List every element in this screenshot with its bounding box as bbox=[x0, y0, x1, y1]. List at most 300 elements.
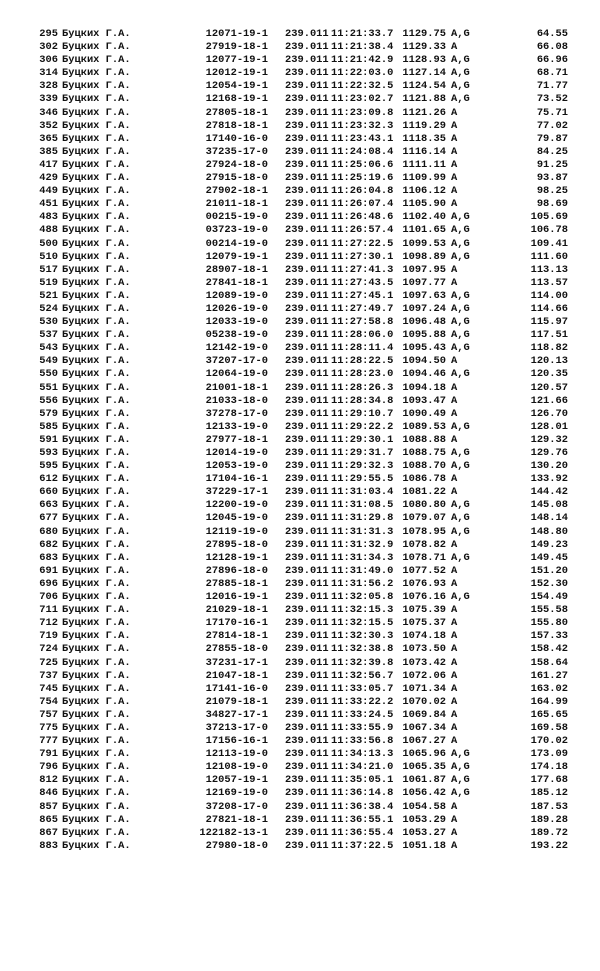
flag-code: A,G bbox=[451, 302, 470, 315]
ring-id: 21047-18-1 bbox=[205, 669, 268, 682]
participant-name: Буцких Г.А. bbox=[62, 800, 131, 813]
arrival-time: 11:32:15.3 bbox=[331, 604, 394, 617]
arrival-time: 11:31:03.4 bbox=[331, 486, 394, 499]
flag-code: A bbox=[451, 735, 458, 748]
reference-value: 239.011 bbox=[285, 708, 329, 721]
arrival-time: 11:28:34.8 bbox=[331, 394, 394, 407]
participant-name: Буцких Г.А. bbox=[62, 761, 131, 774]
reference-value: 239.011 bbox=[285, 28, 329, 40]
flag-code: A,G bbox=[451, 460, 470, 473]
participant-name: Буцких Г.А. bbox=[62, 460, 131, 473]
speed-value: 1075.37 bbox=[402, 617, 446, 630]
reference-value: 239.011 bbox=[285, 237, 329, 250]
reference-value: 239.011 bbox=[285, 158, 329, 171]
flag-code: A,G bbox=[451, 551, 470, 564]
flag-code: A bbox=[451, 145, 458, 158]
arrival-time: 11:28:23.0 bbox=[331, 368, 394, 381]
list-item bbox=[0, 146, 600, 159]
speed-value: 1098.89 bbox=[402, 250, 446, 263]
reference-value: 239.011 bbox=[285, 525, 329, 538]
points-value: 77.02 bbox=[536, 119, 568, 132]
participant-name: Буцких Г.А. bbox=[62, 695, 131, 708]
list-item bbox=[0, 814, 600, 827]
participant-name: Буцких Г.А. bbox=[62, 617, 131, 630]
flag-code: A,G bbox=[451, 224, 470, 237]
points-value: 75.71 bbox=[536, 106, 568, 119]
arrival-time: 11:21:42.9 bbox=[331, 54, 394, 67]
flag-code: A bbox=[451, 158, 458, 171]
entry-number: 867 bbox=[39, 826, 58, 839]
entry-number: 483 bbox=[39, 211, 58, 224]
entry-number: 857 bbox=[39, 800, 58, 813]
speed-value: 1096.48 bbox=[402, 316, 446, 329]
ring-id: 17156-16-1 bbox=[205, 735, 268, 748]
points-value: 144.42 bbox=[530, 486, 568, 499]
list-item bbox=[0, 107, 600, 120]
points-value: 84.25 bbox=[536, 145, 568, 158]
participant-name: Буцких Г.А. bbox=[62, 211, 131, 224]
participant-name: Буцких Г.А. bbox=[62, 748, 131, 761]
reference-value: 239.011 bbox=[285, 93, 329, 106]
entry-number: 295 bbox=[39, 28, 58, 40]
participant-name: Буцких Г.А. bbox=[62, 119, 131, 132]
arrival-time: 11:23:43.1 bbox=[331, 132, 394, 145]
speed-value: 1097.77 bbox=[402, 276, 446, 289]
reference-value: 239.011 bbox=[285, 420, 329, 433]
entry-number: 663 bbox=[39, 499, 58, 512]
list-item bbox=[0, 801, 600, 814]
list-item bbox=[0, 840, 600, 853]
arrival-time: 11:33:24.5 bbox=[331, 708, 394, 721]
arrival-time: 11:32:30.3 bbox=[331, 630, 394, 643]
points-value: 187.53 bbox=[530, 800, 568, 813]
entry-number: 745 bbox=[39, 682, 58, 695]
participant-name: Буцких Г.А. bbox=[62, 237, 131, 250]
points-value: 120.57 bbox=[530, 381, 568, 394]
entry-number: 306 bbox=[39, 54, 58, 67]
list-item bbox=[0, 277, 600, 290]
points-value: 73.52 bbox=[536, 93, 568, 106]
points-value: 113.57 bbox=[530, 276, 568, 289]
arrival-time: 11:22:32.5 bbox=[331, 80, 394, 93]
reference-value: 239.011 bbox=[285, 302, 329, 315]
arrival-time: 11:29:30.1 bbox=[331, 433, 394, 446]
speed-value: 1109.99 bbox=[402, 172, 446, 185]
entry-number: 846 bbox=[39, 787, 58, 800]
arrival-time: 11:25:06.6 bbox=[331, 158, 394, 171]
reference-value: 239.011 bbox=[285, 394, 329, 407]
ring-id: 12012-19-1 bbox=[205, 67, 268, 80]
arrival-time: 11:32:56.7 bbox=[331, 669, 394, 682]
participant-name: Буцких Г.А. bbox=[62, 302, 131, 315]
list-item bbox=[0, 670, 600, 683]
points-value: 98.25 bbox=[536, 185, 568, 198]
reference-value: 239.011 bbox=[285, 132, 329, 145]
ring-id: 37208-17-0 bbox=[205, 800, 268, 813]
list-item bbox=[0, 67, 600, 80]
entry-number: 556 bbox=[39, 394, 58, 407]
participant-name: Буцких Г.А. bbox=[62, 145, 131, 158]
reference-value: 239.011 bbox=[285, 499, 329, 512]
entry-number: 585 bbox=[39, 420, 58, 433]
points-value: 161.27 bbox=[530, 669, 568, 682]
ring-id: 27885-18-1 bbox=[205, 577, 268, 590]
speed-value: 1077.52 bbox=[402, 564, 446, 577]
participant-name: Буцких Г.А. bbox=[62, 93, 131, 106]
list-item bbox=[0, 434, 600, 447]
ring-id: 12089-19-0 bbox=[205, 289, 268, 302]
reference-value: 239.011 bbox=[285, 591, 329, 604]
flag-code: A bbox=[451, 172, 458, 185]
speed-value: 1053.29 bbox=[402, 813, 446, 826]
points-value: 163.02 bbox=[530, 682, 568, 695]
points-value: 115.97 bbox=[530, 316, 568, 329]
list-item bbox=[0, 408, 600, 421]
reference-value: 239.011 bbox=[285, 682, 329, 695]
participant-name: Буцких Г.А. bbox=[62, 342, 131, 355]
arrival-time: 11:26:57.4 bbox=[331, 224, 394, 237]
participant-name: Буцких Г.А. bbox=[62, 735, 131, 748]
participant-name: Буцких Г.А. bbox=[62, 682, 131, 695]
entry-number: 591 bbox=[39, 433, 58, 446]
speed-value: 1105.90 bbox=[402, 198, 446, 211]
arrival-time: 11:29:31.7 bbox=[331, 447, 394, 459]
flag-code: A bbox=[451, 721, 458, 734]
speed-value: 1073.50 bbox=[402, 643, 446, 656]
list-item bbox=[0, 54, 600, 67]
reference-value: 239.011 bbox=[285, 355, 329, 368]
ring-id: 12108-19-0 bbox=[205, 761, 268, 774]
flag-code: A bbox=[451, 682, 458, 695]
arrival-time: 11:27:43.5 bbox=[331, 276, 394, 289]
ring-id: 12045-19-0 bbox=[205, 512, 268, 525]
entry-number: 510 bbox=[39, 250, 58, 263]
participant-name: Буцких Г.А. bbox=[62, 224, 131, 237]
flag-code: A,G bbox=[451, 787, 470, 800]
participant-name: Буцких Г.А. bbox=[62, 564, 131, 577]
participant-name: Буцких Г.А. bbox=[62, 826, 131, 839]
entry-number: 696 bbox=[39, 577, 58, 590]
speed-value: 1097.63 bbox=[402, 289, 446, 302]
entry-number: 500 bbox=[39, 237, 58, 250]
flag-code: A bbox=[451, 577, 458, 590]
participant-name: Буцких Г.А. bbox=[62, 604, 131, 617]
arrival-time: 11:26:48.6 bbox=[331, 211, 394, 224]
points-value: 113.13 bbox=[530, 263, 568, 276]
list-item bbox=[0, 643, 600, 656]
speed-value: 1099.53 bbox=[402, 237, 446, 250]
ring-id: 12142-19-0 bbox=[205, 342, 268, 355]
speed-value: 1065.96 bbox=[402, 748, 446, 761]
arrival-time: 11:28:26.3 bbox=[331, 381, 394, 394]
reference-value: 239.011 bbox=[285, 80, 329, 93]
entry-number: 521 bbox=[39, 289, 58, 302]
entry-number: 757 bbox=[39, 708, 58, 721]
flag-code: A bbox=[451, 656, 458, 669]
speed-value: 1129.33 bbox=[402, 41, 446, 54]
speed-value: 1097.24 bbox=[402, 302, 446, 315]
points-value: 66.96 bbox=[536, 54, 568, 67]
reference-value: 239.011 bbox=[285, 564, 329, 577]
speed-value: 1086.78 bbox=[402, 473, 446, 486]
speed-value: 1071.34 bbox=[402, 682, 446, 695]
points-value: 174.18 bbox=[530, 761, 568, 774]
ring-id: 05238-19-0 bbox=[205, 329, 268, 342]
arrival-time: 11:28:06.0 bbox=[331, 329, 394, 342]
participant-name: Буцких Г.А. bbox=[62, 250, 131, 263]
entry-number: 346 bbox=[39, 106, 58, 119]
reference-value: 239.011 bbox=[285, 447, 329, 459]
arrival-time: 11:27:49.7 bbox=[331, 302, 394, 315]
points-value: 126.70 bbox=[530, 407, 568, 420]
reference-value: 239.011 bbox=[285, 224, 329, 237]
flag-code: A bbox=[451, 185, 458, 198]
speed-value: 1088.70 bbox=[402, 460, 446, 473]
flag-code: A bbox=[451, 355, 458, 368]
entry-number: 683 bbox=[39, 551, 58, 564]
ring-id: 12169-19-0 bbox=[205, 787, 268, 800]
ring-id: 12053-19-0 bbox=[205, 460, 268, 473]
points-value: 91.25 bbox=[536, 158, 568, 171]
ring-id: 12071-19-1 bbox=[205, 28, 268, 40]
list-item bbox=[0, 80, 600, 93]
flag-code: A,G bbox=[451, 93, 470, 106]
list-item bbox=[0, 303, 600, 316]
list-item bbox=[0, 172, 600, 185]
arrival-time: 11:37:22.5 bbox=[331, 839, 394, 852]
arrival-time: 11:34:13.3 bbox=[331, 748, 394, 761]
reference-value: 239.011 bbox=[285, 669, 329, 682]
participant-name: Буцких Г.А. bbox=[62, 54, 131, 67]
list-item bbox=[0, 120, 600, 133]
arrival-time: 11:35:05.1 bbox=[331, 774, 394, 787]
list-item bbox=[0, 395, 600, 408]
speed-value: 1078.82 bbox=[402, 538, 446, 551]
flag-code: A,G bbox=[451, 80, 470, 93]
list-item bbox=[0, 709, 600, 722]
points-value: 151.20 bbox=[530, 564, 568, 577]
flag-code: A bbox=[451, 538, 458, 551]
speed-value: 1095.88 bbox=[402, 329, 446, 342]
list-item bbox=[0, 486, 600, 499]
list-item bbox=[0, 460, 600, 473]
participant-name: Буцких Г.А. bbox=[62, 447, 131, 459]
reference-value: 239.011 bbox=[285, 329, 329, 342]
entry-number: 314 bbox=[39, 67, 58, 80]
arrival-time: 11:24:08.4 bbox=[331, 145, 394, 158]
arrival-time: 11:31:08.5 bbox=[331, 499, 394, 512]
reference-value: 239.011 bbox=[285, 407, 329, 420]
reference-value: 239.011 bbox=[285, 748, 329, 761]
points-value: 189.72 bbox=[530, 826, 568, 839]
reference-value: 239.011 bbox=[285, 695, 329, 708]
list-item bbox=[0, 761, 600, 774]
speed-value: 1093.47 bbox=[402, 394, 446, 407]
entry-number: 680 bbox=[39, 525, 58, 538]
entry-number: 754 bbox=[39, 695, 58, 708]
participant-name: Буцких Г.А. bbox=[62, 420, 131, 433]
entry-number: 719 bbox=[39, 630, 58, 643]
list-item bbox=[0, 447, 600, 460]
entry-number: 537 bbox=[39, 329, 58, 342]
flag-code: A bbox=[451, 132, 458, 145]
participant-name: Буцких Г.А. bbox=[62, 407, 131, 420]
participant-name: Буцких Г.А. bbox=[62, 106, 131, 119]
flag-code: A bbox=[451, 669, 458, 682]
participant-name: Буцких Г.А. bbox=[62, 355, 131, 368]
list-item bbox=[0, 526, 600, 539]
speed-value: 1111.11 bbox=[402, 158, 446, 171]
speed-value: 1090.49 bbox=[402, 407, 446, 420]
list-item bbox=[0, 421, 600, 434]
list-item bbox=[0, 630, 600, 643]
ring-id: 17140-16-0 bbox=[205, 132, 268, 145]
speed-value: 1072.06 bbox=[402, 669, 446, 682]
speed-value: 1065.35 bbox=[402, 761, 446, 774]
list-item bbox=[0, 382, 600, 395]
list-item bbox=[0, 28, 600, 41]
ring-id: 122182-13-1 bbox=[199, 826, 268, 839]
speed-value: 1097.95 bbox=[402, 263, 446, 276]
arrival-time: 11:31:34.3 bbox=[331, 551, 394, 564]
participant-name: Буцких Г.А. bbox=[62, 525, 131, 538]
list-item bbox=[0, 185, 600, 198]
reference-value: 239.011 bbox=[285, 643, 329, 656]
entry-number: 724 bbox=[39, 643, 58, 656]
ring-id: 00215-19-0 bbox=[205, 211, 268, 224]
ring-id: 12033-19-0 bbox=[205, 316, 268, 329]
speed-value: 1070.02 bbox=[402, 695, 446, 708]
list-item bbox=[0, 211, 600, 224]
entry-number: 543 bbox=[39, 342, 58, 355]
ring-id: 37235-17-0 bbox=[205, 145, 268, 158]
points-value: 155.80 bbox=[530, 617, 568, 630]
arrival-time: 11:33:56.8 bbox=[331, 735, 394, 748]
reference-value: 239.011 bbox=[285, 185, 329, 198]
flag-code: A bbox=[451, 643, 458, 656]
speed-value: 1121.26 bbox=[402, 106, 446, 119]
speed-value: 1080.80 bbox=[402, 499, 446, 512]
points-value: 121.66 bbox=[530, 394, 568, 407]
speed-value: 1102.40 bbox=[402, 211, 446, 224]
points-value: 158.42 bbox=[530, 643, 568, 656]
entry-number: 595 bbox=[39, 460, 58, 473]
speed-value: 1074.18 bbox=[402, 630, 446, 643]
reference-value: 239.011 bbox=[285, 342, 329, 355]
arrival-time: 11:22:03.0 bbox=[331, 67, 394, 80]
points-value: 189.28 bbox=[530, 813, 568, 826]
reference-value: 239.011 bbox=[285, 460, 329, 473]
ring-id: 27818-18-1 bbox=[205, 119, 268, 132]
arrival-time: 11:23:09.8 bbox=[331, 106, 394, 119]
flag-code: A,G bbox=[451, 67, 470, 80]
ring-id: 21029-18-1 bbox=[205, 604, 268, 617]
results-listing bbox=[0, 28, 600, 853]
flag-code: A,G bbox=[451, 774, 470, 787]
ring-id: 03723-19-0 bbox=[205, 224, 268, 237]
flag-code: A bbox=[451, 839, 458, 852]
flag-code: A,G bbox=[451, 211, 470, 224]
ring-id: 27902-18-1 bbox=[205, 185, 268, 198]
arrival-time: 11:31:31.3 bbox=[331, 525, 394, 538]
speed-value: 1061.87 bbox=[402, 774, 446, 787]
points-value: 152.30 bbox=[530, 577, 568, 590]
entry-number: 737 bbox=[39, 669, 58, 682]
ring-id: 12200-19-0 bbox=[205, 499, 268, 512]
flag-code: A bbox=[451, 119, 458, 132]
flag-code: A bbox=[451, 800, 458, 813]
participant-name: Буцких Г.А. bbox=[62, 656, 131, 669]
speed-value: 1121.88 bbox=[402, 93, 446, 106]
entry-number: 429 bbox=[39, 172, 58, 185]
ring-id: 37213-17-0 bbox=[205, 721, 268, 734]
flag-code: A bbox=[451, 630, 458, 643]
arrival-time: 11:28:11.4 bbox=[331, 342, 394, 355]
reference-value: 239.011 bbox=[285, 145, 329, 158]
flag-code: A bbox=[451, 473, 458, 486]
entry-number: 593 bbox=[39, 447, 58, 459]
list-item bbox=[0, 290, 600, 303]
reference-value: 239.011 bbox=[285, 787, 329, 800]
points-value: 98.69 bbox=[536, 198, 568, 211]
flag-code: A,G bbox=[451, 748, 470, 761]
arrival-time: 11:27:22.5 bbox=[331, 237, 394, 250]
arrival-time: 11:26:07.4 bbox=[331, 198, 394, 211]
speed-value: 1081.22 bbox=[402, 486, 446, 499]
arrival-time: 11:29:32.3 bbox=[331, 460, 394, 473]
participant-name: Буцких Г.А. bbox=[62, 368, 131, 381]
points-value: 165.65 bbox=[530, 708, 568, 721]
speed-value: 1088.88 bbox=[402, 433, 446, 446]
arrival-time: 11:33:55.9 bbox=[331, 721, 394, 734]
points-value: 177.68 bbox=[530, 774, 568, 787]
entry-number: 524 bbox=[39, 302, 58, 315]
arrival-time: 11:32:38.8 bbox=[331, 643, 394, 656]
speed-value: 1076.16 bbox=[402, 591, 446, 604]
reference-value: 239.011 bbox=[285, 538, 329, 551]
flag-code: A,G bbox=[451, 447, 470, 459]
entry-number: 365 bbox=[39, 132, 58, 145]
points-value: 106.78 bbox=[530, 224, 568, 237]
entry-number: 865 bbox=[39, 813, 58, 826]
flag-code: A bbox=[451, 394, 458, 407]
arrival-time: 11:32:39.8 bbox=[331, 656, 394, 669]
points-value: 120.13 bbox=[530, 355, 568, 368]
flag-code: A bbox=[451, 564, 458, 577]
ring-id: 21001-18-1 bbox=[205, 381, 268, 394]
participant-name: Буцких Г.А. bbox=[62, 708, 131, 721]
participant-name: Буцких Г.А. bbox=[62, 669, 131, 682]
speed-value: 1124.54 bbox=[402, 80, 446, 93]
ring-id: 12113-19-0 bbox=[205, 748, 268, 761]
list-item bbox=[0, 787, 600, 800]
points-value: 145.08 bbox=[530, 499, 568, 512]
entry-number: 517 bbox=[39, 263, 58, 276]
list-item bbox=[0, 355, 600, 368]
entry-number: 791 bbox=[39, 748, 58, 761]
reference-value: 239.011 bbox=[285, 276, 329, 289]
participant-name: Буцких Г.А. bbox=[62, 158, 131, 171]
speed-value: 1078.95 bbox=[402, 525, 446, 538]
reference-value: 239.011 bbox=[285, 198, 329, 211]
ring-id: 12016-19-1 bbox=[205, 591, 268, 604]
participant-name: Буцких Г.А. bbox=[62, 41, 131, 54]
points-value: 164.99 bbox=[530, 695, 568, 708]
participant-name: Буцких Г.А. bbox=[62, 185, 131, 198]
ring-id: 34827-17-1 bbox=[205, 708, 268, 721]
speed-value: 1128.93 bbox=[402, 54, 446, 67]
reference-value: 239.011 bbox=[285, 41, 329, 54]
